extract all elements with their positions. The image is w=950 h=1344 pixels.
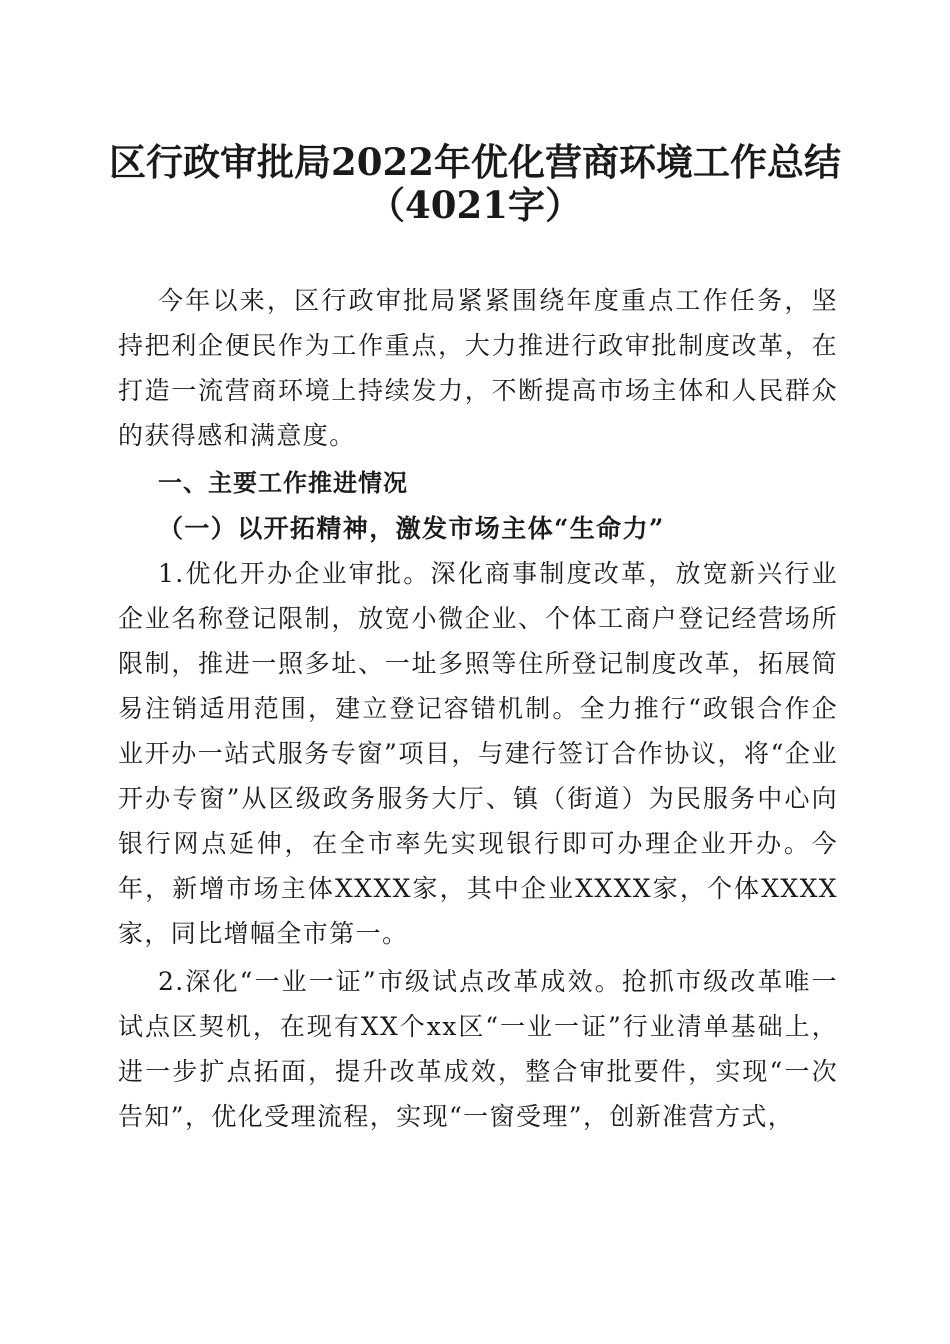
subsection-heading-1: （一）以开拓精神，激发市场主体“生命力” xyxy=(158,514,665,543)
document-title-wordcount: （4021字） xyxy=(368,183,582,227)
intro-paragraph: 今年以来，区行政审批局紧紧围绕年度重点工作任务，坚持把利企便民作为工作重点，大力推进行政审批制度改革，在打造一流营商环境上持续发力，不断提高市场主体和人民群众的获得感和满意度。 xyxy=(118,286,838,450)
item-paragraph-2: 2.深化“一业一证”市级试点改革成效。抢抓市级改革唯一试点区契机，在现有XX个xx区“一业一证”行业清单基础上，进一步扩点拓面，提升改革成效，整合审批要件，实现“一次告知”，优化受理流程，实现“一窗受理”，创新准营方式， xyxy=(118,967,838,1131)
item-paragraph-1: 1.优化开办企业审批。深化商事制度改革，放宽新兴行业企业名称登记限制，放宽小微企业、个体工商户登记经营场所限制，推进一照多址、一址多照等住所登记制度改革，拓展简易注销适用范围，建立登记容错机制。全力推行“政银合作企业开办一站式服务专窗”项目，与建行签订合作协议，将“企业开办专窗”从区级政务服务大厅、镇（街道）为民服务中心向银行网点延伸，在全市率先实现银行即可办理企业开办。今年，新增市场主体XXXX家，其中企业XXXX家，个体XXXX家，同比增幅全市第一。 xyxy=(118,559,838,948)
section-heading-1: 一、主要工作推进情况 xyxy=(158,469,408,497)
document-title: 区行政审批局2022年优化营商环境工作总结 xyxy=(109,140,841,184)
document-body xyxy=(118,278,838,1139)
